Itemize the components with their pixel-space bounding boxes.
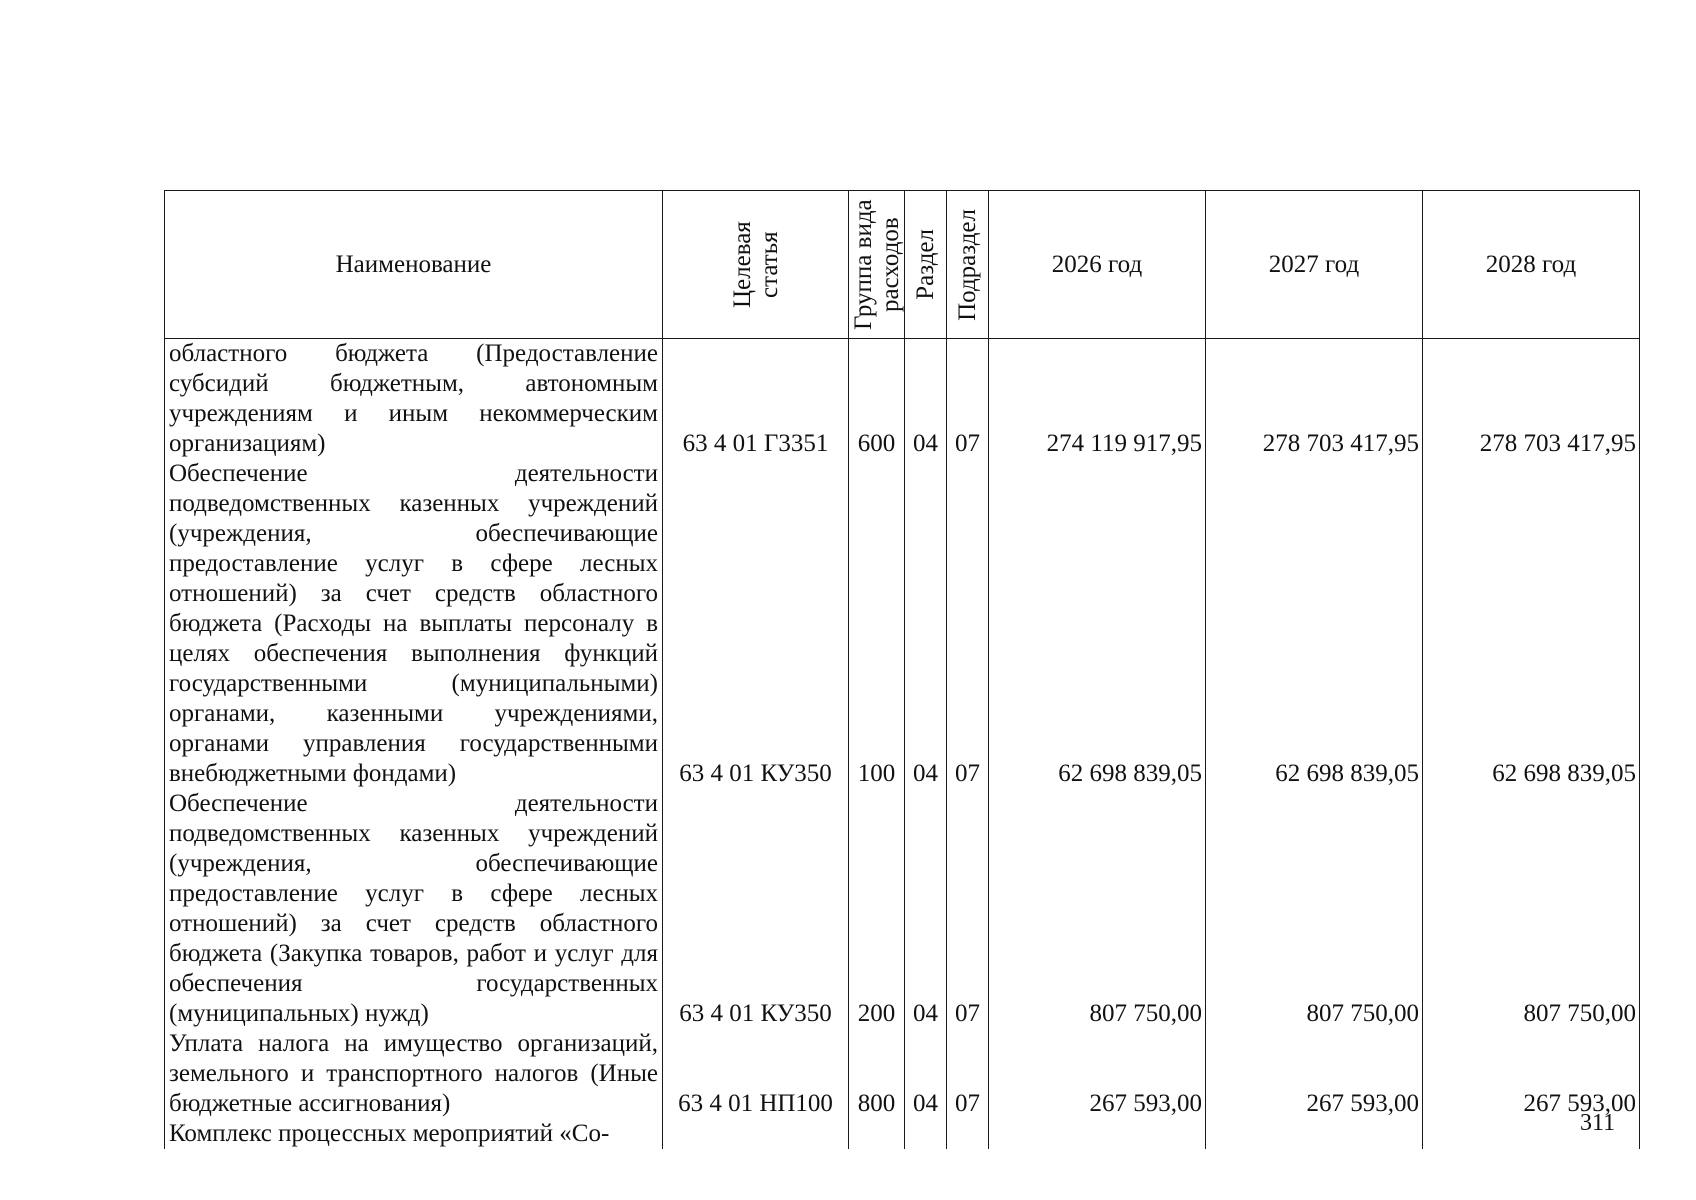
table-row (165, 339, 1640, 460)
empty-cell (849, 1119, 905, 1149)
table-row (165, 459, 1640, 789)
table-row (165, 1029, 1640, 1119)
row-section: 04 (905, 1029, 947, 1119)
row-expense-group: 600 (849, 339, 905, 460)
row-name: областного бюджета (Предоставление субсидий бюджетным, автономным учреждениям и иным некоммерческим организациям) (165, 339, 663, 460)
header-year-2028: 2028 год (1423, 191, 1640, 339)
row-expense-group: 200 (849, 789, 905, 1029)
row-name: Уплата налога на имущество организаций, земельного и транспортного налогов (Иные бюджетные ассигнования) (165, 1029, 663, 1119)
row-target-article: 63 4 01 КУ350 (663, 789, 849, 1029)
row-amount-2026: 807 750,00 (989, 789, 1206, 1029)
row-amount-2027: 267 593,00 (1206, 1029, 1423, 1119)
header-section: Раздел (905, 191, 947, 339)
empty-cell (905, 1119, 947, 1149)
row-expense-group: 100 (849, 459, 905, 789)
table-row (165, 789, 1640, 1029)
row-amount-2027: 807 750,00 (1206, 789, 1423, 1029)
header-row (165, 191, 1640, 339)
row-amount-2026: 62 698 839,05 (989, 459, 1206, 789)
empty-cell (947, 1119, 989, 1149)
row-target-article: 63 4 01 НП100 (663, 1029, 849, 1119)
row-section: 04 (905, 789, 947, 1029)
empty-cell (663, 1119, 849, 1149)
row-amount-2028: 267 593,00 (1423, 1029, 1640, 1119)
row-subsection: 07 (947, 789, 989, 1029)
row-amount-2028: 807 750,00 (1423, 789, 1640, 1029)
table-row (165, 1119, 1640, 1149)
row-section: 04 (905, 339, 947, 460)
empty-cell (1206, 1119, 1423, 1149)
header-year-2026: 2026 год (989, 191, 1206, 339)
header-subsection: Подраздел (947, 191, 989, 339)
row-target-article: 63 4 01 Г3351 (663, 339, 849, 460)
row-amount-2026: 274 119 917,95 (989, 339, 1206, 460)
row-subsection: 07 (947, 339, 989, 460)
row-subsection: 07 (947, 1029, 989, 1119)
row-expense-group: 800 (849, 1029, 905, 1119)
row-amount-2027: 278 703 417,95 (1206, 339, 1423, 460)
row-name: Обеспечение деятельности подведомственных казенных учреждений (учреждения, обеспечивающие предоставление услуг в сфере лесных отношений) за счет средств областного бюджета (Расходы на выплаты персоналу в целях обеспечения выполнения функций государственными (муниципальными) органами, казенными учреждениями, органами управления государственными внебюджетными фондами) (165, 459, 663, 789)
row-amount-2027: 62 698 839,05 (1206, 459, 1423, 789)
header-target-article: Целевая статья (663, 191, 849, 339)
page-number: 311 (1580, 1110, 1616, 1136)
header-name: Наименование (165, 191, 663, 339)
row-name: Комплекс процессных мероприятий «Со- (165, 1119, 663, 1149)
row-target-article: 63 4 01 КУ350 (663, 459, 849, 789)
row-amount-2028: 278 703 417,95 (1423, 339, 1640, 460)
row-section: 04 (905, 459, 947, 789)
empty-cell (989, 1119, 1206, 1149)
header-year-2027: 2027 год (1206, 191, 1423, 339)
row-amount-2028: 62 698 839,05 (1423, 459, 1640, 789)
row-amount-2026: 267 593,00 (989, 1029, 1206, 1119)
row-name: Обеспечение деятельности подведомственных казенных учреждений (учреждения, обеспечивающие предоставление услуг в сфере лесных отношений) за счет средств областного бюджета (Закупка товаров, работ и услуг для обеспечения государственных (муниципальных) нужд) (165, 789, 663, 1029)
row-subsection: 07 (947, 459, 989, 789)
budget-table (164, 190, 1640, 1149)
header-expense-group: Группа вида расходов (849, 191, 905, 339)
